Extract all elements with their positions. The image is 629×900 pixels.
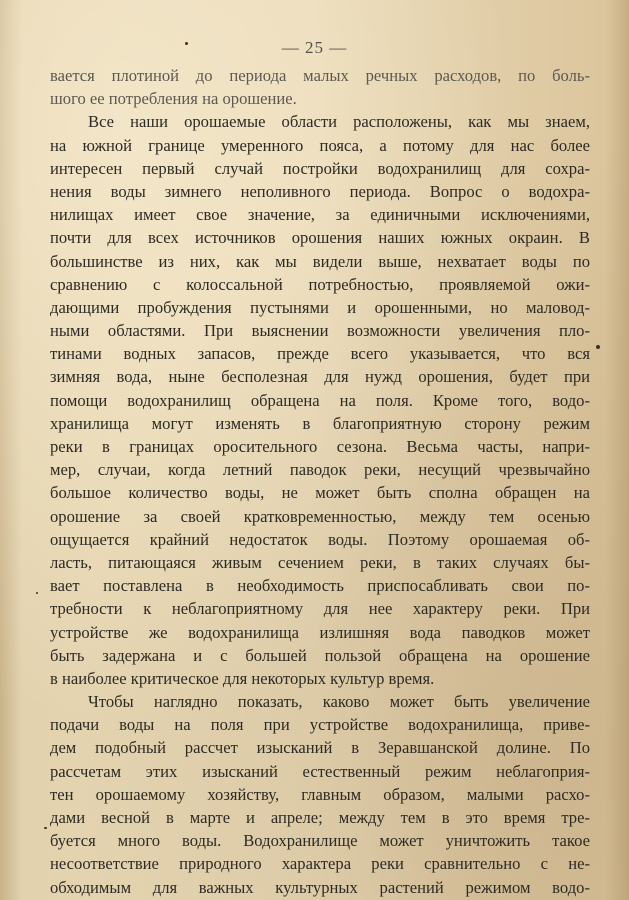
text-line: дающими пробуждения пустынями и орошенными, но маловод- [50, 297, 590, 317]
text-line: Чтобы наглядно показать, каково может быть увеличение [88, 692, 590, 712]
text-line: вает поставлена в необходимость приспосабливать свои по- [50, 576, 590, 596]
text-line: нения воды зимнего неполивного периода. Вопрос о водохра- [50, 181, 590, 201]
ink-speck [185, 42, 188, 45]
text-line: сравнению с колоссальной потребностью, проявляемой ожи- [50, 274, 590, 294]
text-line: устройстве же водохранилища излишняя вода паводков может [50, 622, 590, 642]
text-line: вается плотиной до периода малых речных расходов, по боль- [50, 66, 590, 85]
text-line: Все наши орошаемые области расположены, как мы знаем, [88, 112, 590, 132]
text-line: орошение за своей кратковременностью, между тем осенью [50, 506, 590, 526]
text-line: нилищах имеет свое значение, за единичными исключениями, [50, 205, 590, 225]
text-line: дами весной в марте и апреле; между тем в это время тре- [50, 808, 590, 827]
ink-speck [596, 345, 600, 349]
page-number: — 25 — [281, 38, 348, 57]
ink-speck [44, 827, 47, 829]
text-line: ными областями. При выяснении возможности увеличения пло- [50, 321, 590, 341]
text-line: в наиболее критическое для некоторых культур время. [50, 668, 435, 688]
text-line: интересен первый случай постройки водохранилищ для сохра- [50, 158, 590, 178]
text-line: дем подобный рассчет изысканий в Зеравшанской долине. По [50, 738, 590, 758]
text-line: помощи водохранилищ обращена на поля. Кроме того, водо- [50, 390, 590, 410]
text-line: большое количество воды, не может быть сполна обращен на [50, 483, 590, 503]
text-line: тен орошаемому хозяйству, главным образом, малыми расхо- [50, 784, 590, 804]
text-line: буется много воды. Водохранилище может уничтожить такое [50, 831, 590, 851]
text-line: ощущается крайний недостаток воды. Поэтому орошаемая об- [50, 529, 590, 549]
text-line: почти для всех источников орошения наших южных окраин. В [50, 228, 590, 248]
ink-speck [36, 592, 38, 594]
text-line: реки в границах оросительного сезона. Весьма часты, напри- [50, 437, 590, 456]
text-line: мер, случаи, когда летний паводок реки, несущий чрезвычайно [50, 460, 590, 480]
text-line: тинами водных запасов, прежде всего указывается, что вся [50, 344, 590, 364]
text-line: подачи воды на поля при устройстве водохранилища, приве- [50, 715, 590, 735]
text-line: обходимым для важных культурных растений режимом водо- [50, 877, 590, 897]
body-text [50, 64, 590, 899]
text-line: несоответствие природного характера реки сравнительно с не- [50, 854, 590, 874]
text-line: рассчетам этих изысканий естественный режим неблагоприя- [50, 761, 590, 781]
text-line: быть задержана и с большей пользой обращена на орошение [50, 645, 590, 665]
text-line: зимняя вода, ныне бесполезная для нужд орошения, будет при [50, 367, 590, 387]
text-line: на южной границе умеренного пояса, а потому для нас более [50, 135, 590, 155]
text-line: ласть, питающаяся живым сечением реки, в таких случаях бы- [50, 552, 590, 572]
text-line: требности к неблагоприятному для нее характеру реки. При [50, 599, 590, 619]
text-line: большинстве из них, как мы видели выше, нехватает воды по [50, 251, 590, 271]
text-line: шого ее потребления на орошение. [50, 89, 297, 109]
text-line: хранилища могут изменять в благоприятную сторону режим [50, 413, 590, 433]
